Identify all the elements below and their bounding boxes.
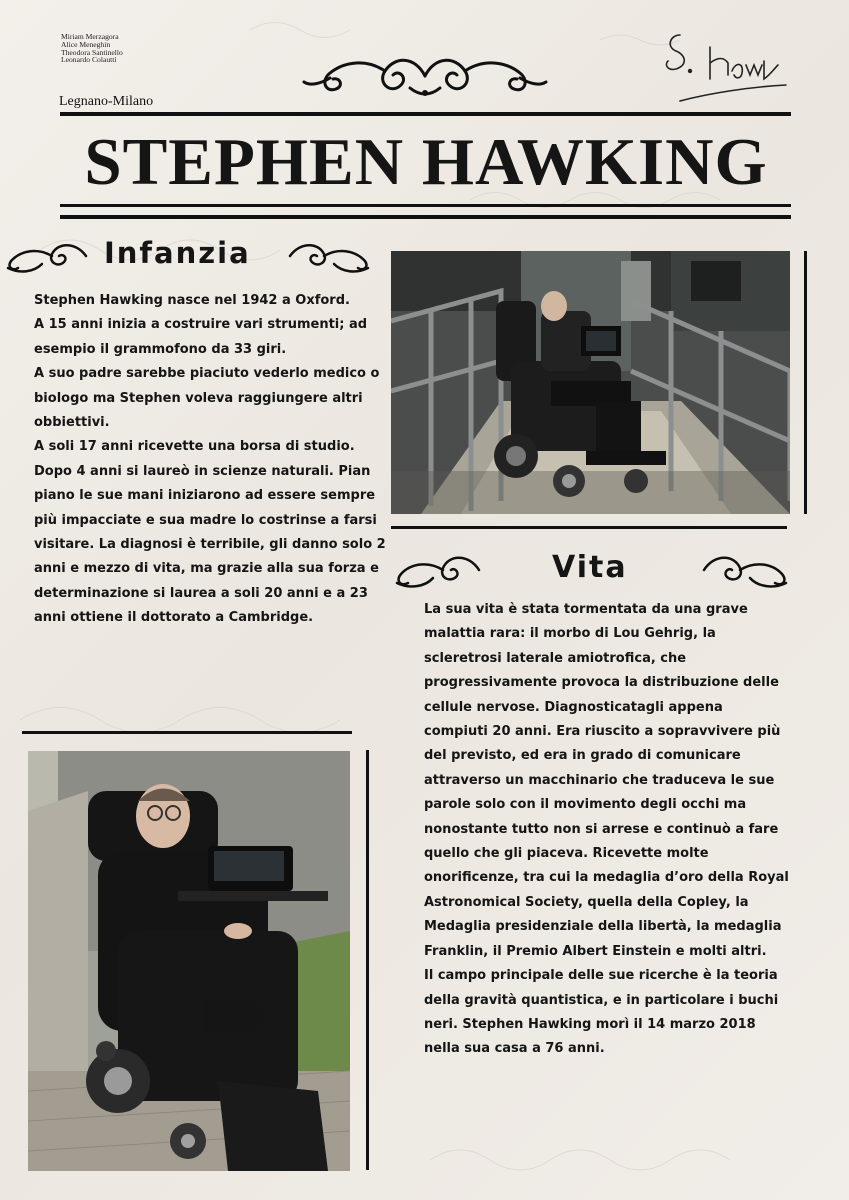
author-name: Leonardo Colautti (61, 55, 117, 65)
paragraph: A soli 17 anni ricevette una borsa di studio. (34, 439, 355, 455)
section-heading-infanzia: Infanzia (104, 236, 251, 270)
page-title: STEPHEN HAWKING (84, 125, 768, 199)
left-flourish-icon (2, 238, 90, 274)
paragraph: Il campo principale delle sue ricerche è la teoria della gravità quantistica, e in particolare i buchi neri. Stephen Hawking morì il 14 marzo 2018 nella sua casa a 76 anni. (424, 968, 779, 1057)
ornament-flourish-icon (300, 48, 550, 104)
author-list (61, 33, 123, 64)
section-heading-vita: Vita (552, 550, 628, 585)
infanzia-article (34, 289, 386, 631)
signature-image (660, 25, 790, 110)
left-flourish-icon (391, 548, 483, 590)
paragraph: Stephen Hawking nasce nel 1942 a Oxford. (34, 293, 350, 308)
location-label: Legnano-Milano (59, 94, 154, 109)
author-name: Alice Meneghin (61, 39, 111, 49)
column-divider (804, 251, 807, 514)
author-name: Theodora Santinello (61, 47, 123, 57)
paragraph: Dopo 4 anni si laureò in scienze naturali. Pian piano le sue mani iniziarono ad essere sempre più impacciate e sua madre lo costrinse a farsi visitare. La diagnosi è terribile, gli danno solo 2 anni e mezzo di vita, ma grazie alla sua forza e determinazione si laurea a soli 20 anni e a 23 anni ottiene il dottorato a Cambridge. (34, 463, 386, 626)
hawking-ramp-photo (391, 251, 790, 514)
masthead-rule (60, 204, 791, 207)
section-divider (22, 731, 352, 734)
paragraph: La sua vita è stata tormentata da una grave malattia rara: il morbo di Lou Gehrig, la scleretrosi laterale amiotrofica, che progressivamente provoca la distribuzione delle cellule nervose. Diagnosticatagli appena compiuti 20 anni. Era riuscito a sopravvivere più del previsto, ed era in grado di comunicare attraverso un macchinario che traduceva le sue parole solo con il movimento degli occhi ma nonostante tutto non si arrese e continuò a fare quello che gli piaceva. Ricevette molte onorificenze, tra cui la medaglia d’oro della Royal Astronomical Society, quella della Copley, la Medaglia presidenziale della libertà, la medaglia Franklin, il Premio Albert Einstein e molti altri. (424, 602, 789, 959)
vita-article (424, 598, 790, 1062)
right-flourish-icon (700, 548, 792, 590)
column-divider (366, 750, 369, 1170)
author-name: Miriam Merzagora (61, 32, 119, 41)
paragraph: A 15 anni inizia a costruire vari strumenti; ad esempio il grammofono da 33 giri. (34, 317, 368, 357)
masthead-bottom-rule (60, 215, 791, 219)
hawking-portrait-photo (28, 751, 350, 1171)
paragraph: A suo padre sarebbe piaciuto vederlo medico o biologo ma Stephen voleva raggiungere altri obbiettivi. (34, 366, 380, 431)
section-divider (391, 526, 787, 529)
right-flourish-icon (286, 238, 374, 274)
masthead-top-rule (60, 112, 791, 116)
